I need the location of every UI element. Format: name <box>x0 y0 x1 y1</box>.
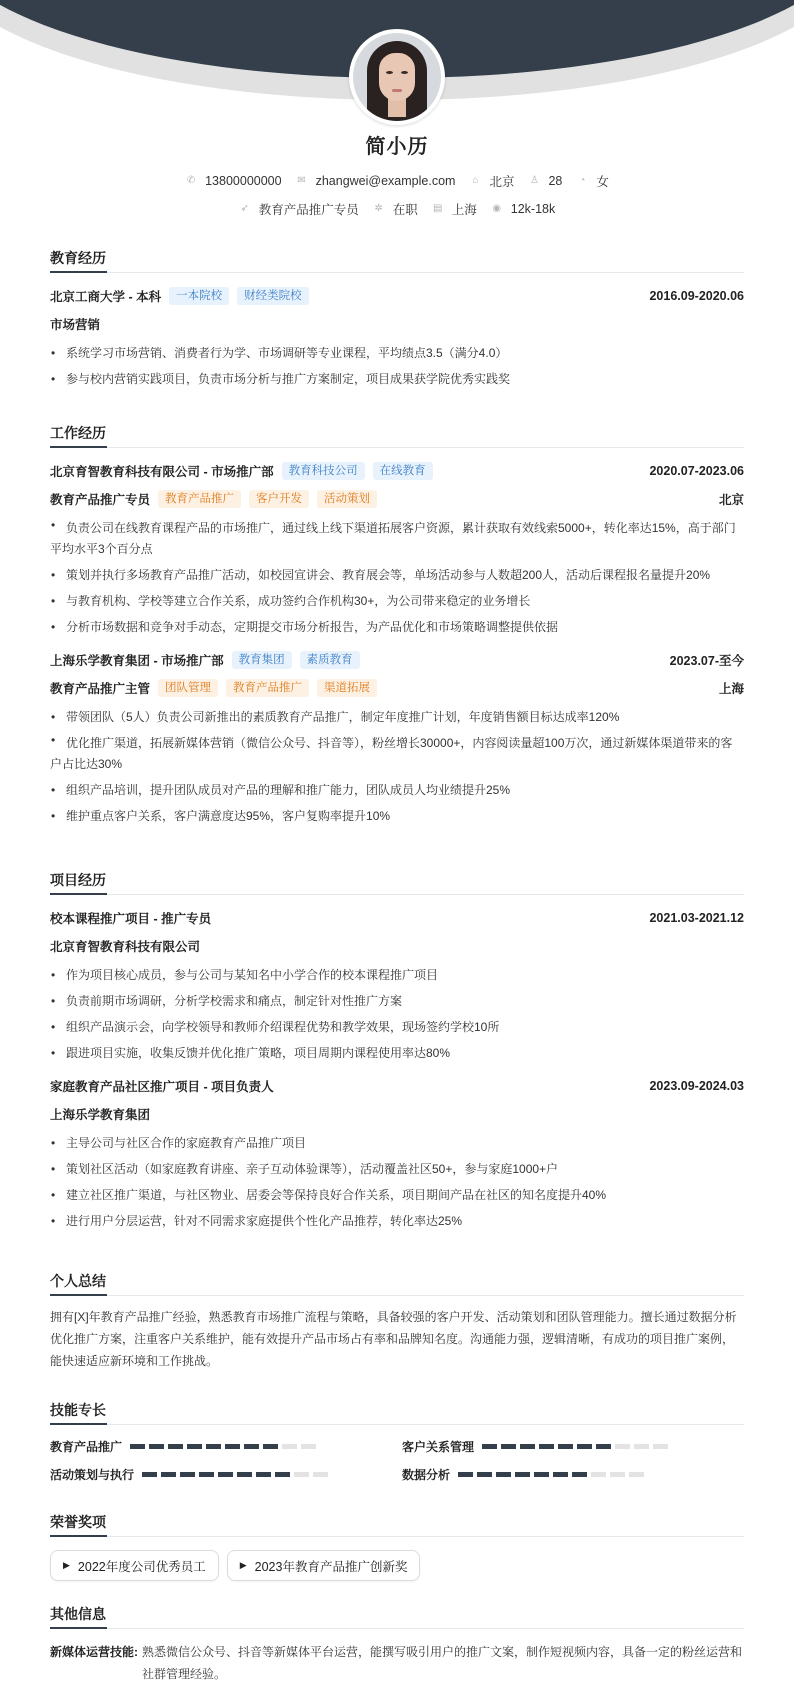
skill-segment <box>634 1444 649 1449</box>
skill-level-bar <box>130 1444 320 1449</box>
skill-segment <box>142 1472 157 1477</box>
date-range: 2023.07-至今 <box>669 654 744 668</box>
skill-segment <box>591 1472 606 1477</box>
section-title: 其他信息 <box>50 1604 744 1629</box>
school-tag: 一本院校 <box>169 287 229 305</box>
position-tag: 教育产品推广 <box>158 490 241 508</box>
project-org: 上海乐学教育集团 <box>50 1108 151 1122</box>
list-item: • 进行用户分层运营，针对不同需求家庭提供个性化产品推荐，转化率达25% <box>50 1208 744 1234</box>
skill-item <box>402 1465 744 1483</box>
list-item: • 负责公司在线教育课程产品的市场推广，通过线上线下渠道拓展客户资源，累计获取有效线索5000+，转化率达15%，高于部门平均水平3个百分点 <box>50 515 744 562</box>
project-item <box>50 1072 744 1234</box>
company-tag: 教育集团 <box>232 651 292 669</box>
skill-segment <box>558 1444 573 1449</box>
skill-segment <box>482 1444 497 1449</box>
skill-segment <box>275 1472 290 1477</box>
skill-segment <box>180 1472 195 1477</box>
skill-segment <box>206 1444 221 1449</box>
skill-segment <box>225 1444 240 1449</box>
location-value: 北京 <box>489 175 515 189</box>
phone-icon: ✆ <box>186 175 196 186</box>
company-tag: 教育科技公司 <box>282 462 365 480</box>
awards-section <box>50 1512 744 1581</box>
date-range: 2020.07-2023.06 <box>649 464 744 478</box>
skill-segment <box>553 1472 568 1477</box>
skill-segment <box>256 1472 271 1477</box>
education-section <box>50 248 744 392</box>
candidate-name: 简小历 <box>365 136 429 158</box>
skill-segment <box>501 1444 516 1449</box>
triangle-right-icon: ▶ <box>63 1560 70 1570</box>
age-icon: ♙ <box>529 175 539 186</box>
triangle-right-icon: ▶ <box>239 1560 247 1570</box>
skill-segment <box>294 1472 309 1477</box>
skill-level-bar <box>482 1444 672 1449</box>
other-item <box>50 1641 744 1685</box>
skill-name: 数据分析 <box>402 1467 451 1482</box>
skill-item <box>402 1437 744 1455</box>
award-badge <box>227 1550 421 1581</box>
other-text: 熟悉微信公众号、抖音等新媒体平台运营，能撰写吸引用户的推广文案，制作短视频内容，具备一定的粉丝运营和社群管理经验。 <box>142 1645 743 1681</box>
skill-segment <box>237 1472 252 1477</box>
position-tag: 团队管理 <box>158 679 218 697</box>
award-label: 2022年度公司优秀员工 <box>77 1559 206 1574</box>
job-city <box>432 200 477 218</box>
skill-segment <box>282 1444 297 1449</box>
summary-section <box>50 1271 744 1372</box>
position-tag: 客户开发 <box>249 490 309 508</box>
skill-segment <box>187 1444 202 1449</box>
date-range: 2021.03-2021.12 <box>649 911 744 925</box>
skill-segment <box>515 1472 530 1477</box>
section-title: 工作经历 <box>50 423 744 448</box>
date-range: 2023.09-2024.03 <box>649 1079 744 1093</box>
job-status-value: 在职 <box>392 203 418 217</box>
work-city: 北京 <box>718 493 744 507</box>
school-tag: 财经类院校 <box>237 287 309 305</box>
list-item: • 优化推广渠道，拓展新媒体营销（微信公众号、抖音等），粉丝增长30000+，内容阅读量超100万次，通过新媒体渠道带来的客户占比达30% <box>50 730 744 777</box>
skill-segment <box>653 1444 668 1449</box>
position-tag: 渠道拓展 <box>317 679 377 697</box>
projects-section <box>50 870 744 1234</box>
date-range: 2016.09-2020.06 <box>649 289 744 303</box>
list-item: • 建立社区推广渠道，与社区物业、居委会等保持良好合作关系，项目期间产品在社区的知名度提升40% <box>50 1182 744 1208</box>
skill-segment <box>458 1472 473 1477</box>
home-icon: ⌂ <box>472 175 479 186</box>
skills-grid <box>50 1437 744 1483</box>
job-salary-value: 12k-18k <box>510 202 556 216</box>
avatar-photo <box>353 33 441 121</box>
skill-segment <box>496 1472 511 1477</box>
skill-level-bar <box>142 1472 332 1477</box>
list-item: • 参与校内营销实践项目，负责市场分析与推广方案制定，项目成果获学院优秀实践奖 <box>50 366 744 392</box>
summary-text: 拥有[X]年教育产品推广经验，熟悉教育市场推广流程与策略，具备较强的客户开发、活动策划和团队管理能力。擅长通过数据分析优化推广方案，注重客户关系维护，能有效提升产品市场占有率和品牌知名度。沟通能力强，逻辑清晰，有成功的项目推广案例，能快速适应新环境和工作挑战。 <box>50 1310 737 1368</box>
skill-segment <box>149 1444 164 1449</box>
position-name: 教育产品推广主管 <box>50 682 151 696</box>
phone-value: 13800000000 <box>205 174 282 188</box>
gender-icon: ◔ <box>579 175 586 186</box>
building-icon: ▤ <box>433 203 443 214</box>
awards-list <box>50 1550 744 1581</box>
skill-segment <box>244 1444 259 1449</box>
job-intent-row <box>0 200 794 218</box>
skill-segment <box>168 1444 183 1449</box>
job-city-value: 上海 <box>451 203 477 217</box>
work-item <box>50 646 744 829</box>
list-item: • 与教育机构、学校等建立合作关系，成功签约合作机构30+，为公司带来稳定的业务增长 <box>50 588 744 614</box>
skill-name: 活动策划与执行 <box>50 1467 135 1482</box>
skill-segment <box>301 1444 316 1449</box>
section-title: 技能专长 <box>50 1400 744 1425</box>
position-tag: 活动策划 <box>317 490 377 508</box>
position-name: 教育产品推广专员 <box>50 493 151 507</box>
contact-phone <box>185 174 281 188</box>
project-item <box>50 904 744 1066</box>
rocket-icon: ➶ <box>240 203 249 214</box>
list-item: • 负责前期市场调研，分析学校需求和痛点，制定针对性推广方案 <box>50 988 744 1014</box>
position-tag: 教育产品推广 <box>226 679 309 697</box>
work-section <box>50 423 744 829</box>
project-name: 校本课程推广项目 - 推广专员 <box>50 912 212 926</box>
work-item <box>50 457 744 640</box>
skill-segment <box>199 1472 214 1477</box>
skill-segment <box>539 1444 554 1449</box>
avatar <box>349 29 445 125</box>
skill-segment <box>218 1472 233 1477</box>
mail-icon: ✉ <box>297 175 306 186</box>
list-item: • 组织产品演示会，向学校领导和教师介绍课程优势和教学效果，现场签约学校10所 <box>50 1014 744 1040</box>
skill-name: 客户关系管理 <box>402 1439 475 1454</box>
section-title: 个人总结 <box>50 1271 744 1296</box>
salary-icon: ◉ <box>492 203 502 214</box>
school-name: 北京工商大学 - 本科 <box>50 290 162 304</box>
major: 市场营销 <box>50 318 101 332</box>
company-tag: 在线教育 <box>373 462 433 480</box>
status-icon: ✲ <box>374 203 383 214</box>
contact-location <box>469 172 514 190</box>
list-item: • 策划并执行多场教育产品推广活动，如校园宣讲会、教育展会等，单场活动参与人数超200人，活动后课程报名量提升20% <box>50 562 744 588</box>
job-status <box>373 200 418 218</box>
contact-gender <box>576 172 609 190</box>
skill-name: 教育产品推广 <box>50 1439 123 1454</box>
list-item: • 组织产品培训，提升团队成员对产品的理解和推广能力，团队成员人均业绩提升25% <box>50 777 744 803</box>
contact-row <box>0 172 794 190</box>
skill-item <box>50 1465 402 1483</box>
skill-level-bar <box>458 1472 648 1477</box>
company-name: 北京育智教育科技有限公司 - 市场推广部 <box>50 465 274 479</box>
section-title: 荣誉奖项 <box>50 1512 744 1537</box>
list-item: • 分析市场数据和竞争对手动态，定期提交市场分析报告，为产品优化和市场策略调整提供依据 <box>50 614 744 640</box>
skill-segment <box>610 1472 625 1477</box>
list-item: • 系统学习市场营销、消费者行为学、市场调研等专业课程，平均绩点3.5（满分4.0） <box>50 340 744 366</box>
list-item: • 跟进项目实施，收集反馈并优化推广策略，项目周期内课程使用率达80% <box>50 1040 744 1066</box>
list-item: • 主导公司与社区合作的家庭教育产品推广项目 <box>50 1130 744 1156</box>
list-item: • 策划社区活动（如家庭教育讲座、亲子互动体验课等），活动覆盖社区50+，参与家庭1000+户 <box>50 1156 744 1182</box>
education-item <box>50 282 744 392</box>
job-target <box>239 200 359 218</box>
skill-segment <box>130 1444 145 1449</box>
job-target-value: 教育产品推广专员 <box>258 203 359 217</box>
section-title: 项目经历 <box>50 870 744 895</box>
skill-segment <box>520 1444 535 1449</box>
contact-age <box>528 174 562 188</box>
skill-segment <box>615 1444 630 1449</box>
company-name: 上海乐学教育集团 - 市场推广部 <box>50 654 224 668</box>
other-label: 新媒体运营技能: <box>50 1645 138 1659</box>
skill-segment <box>161 1472 176 1477</box>
skills-section <box>50 1400 744 1483</box>
skill-segment <box>477 1472 492 1477</box>
project-org: 北京育智教育科技有限公司 <box>50 940 201 954</box>
job-salary <box>491 202 555 216</box>
skill-segment <box>577 1444 592 1449</box>
age-value: 28 <box>548 174 563 188</box>
award-label: 2023年教育产品推广创新奖 <box>254 1559 408 1574</box>
list-item: • 带领团队（5人）负责公司新推出的素质教育产品推广，制定年度推广计划，年度销售额目标达成率120% <box>50 704 744 730</box>
skill-item <box>50 1437 402 1455</box>
email-value: zhangwei@example.com <box>315 174 456 188</box>
list-item: • 维护重点客户关系，客户满意度达95%，客户复购率提升10% <box>50 803 744 829</box>
award-badge <box>50 1550 219 1581</box>
other-section <box>50 1604 744 1685</box>
list-item: • 作为项目核心成员，参与公司与某知名中小学合作的校本课程推广项目 <box>50 962 744 988</box>
skill-segment <box>534 1472 549 1477</box>
work-city: 上海 <box>718 682 744 696</box>
project-name: 家庭教育产品社区推广项目 - 项目负责人 <box>50 1080 274 1094</box>
skill-segment <box>263 1444 278 1449</box>
skill-segment <box>596 1444 611 1449</box>
company-tag: 素质教育 <box>300 651 360 669</box>
contact-email <box>296 174 456 188</box>
gender-value: 女 <box>596 175 609 189</box>
section-title: 教育经历 <box>50 248 744 273</box>
skill-segment <box>629 1472 644 1477</box>
skill-segment <box>572 1472 587 1477</box>
skill-segment <box>313 1472 328 1477</box>
